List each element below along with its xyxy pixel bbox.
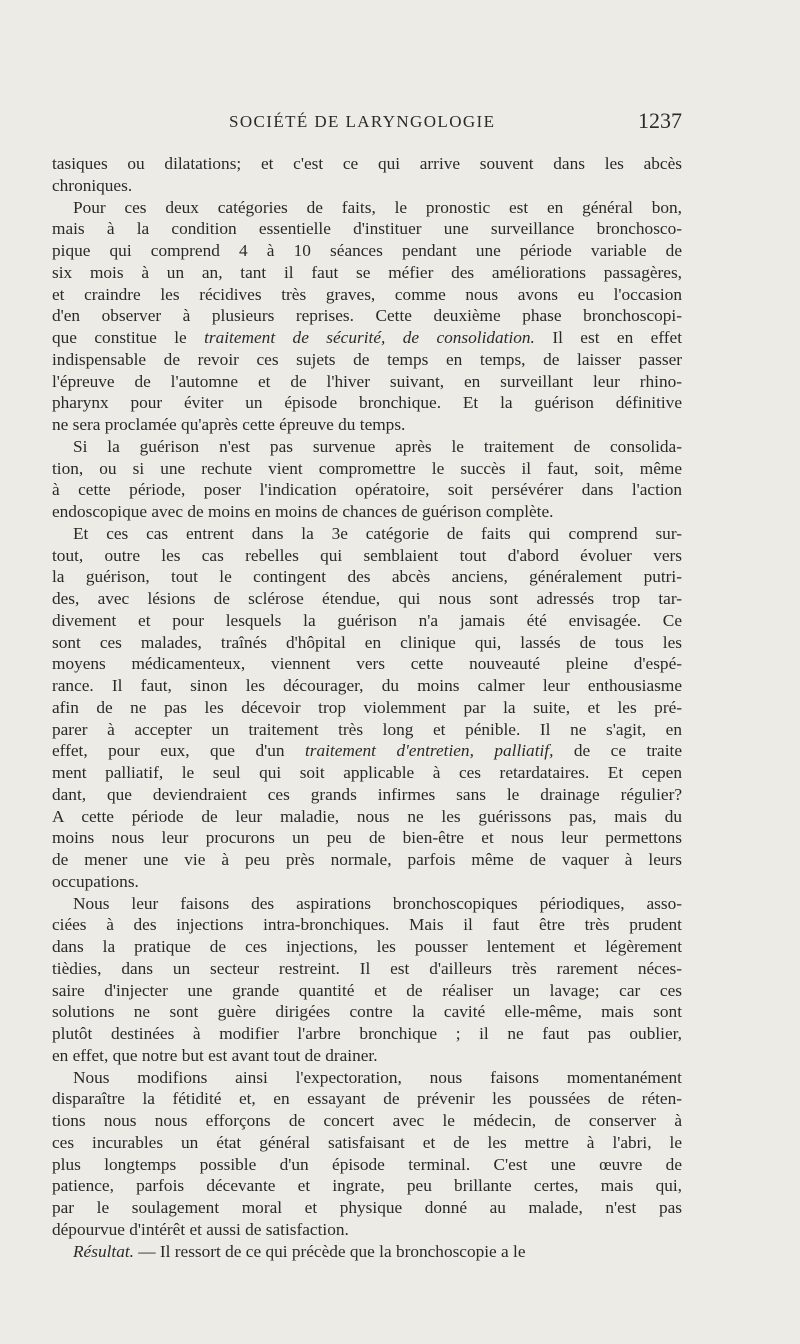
text-line: [52, 1197, 682, 1219]
paragraph: [52, 523, 682, 893]
line-text: tasiques ou dilatations; et c'est ce qui arrive souvent dans les abcès: [52, 154, 682, 173]
line-text: ment palliatif, le seul qui soit applicable à ces retardataires. Et cepen: [52, 763, 682, 782]
line-text: des, avec lésions de sclérose étendue, qui nous sont adressés trop tar-: [52, 589, 682, 608]
text-line: [52, 1001, 682, 1023]
text-line: [52, 849, 682, 871]
text-line: [52, 653, 682, 675]
paragraph: [52, 1241, 682, 1263]
line-text: l'épreuve de l'automne et de l'hiver suivant, en surveillant leur rhino-: [52, 371, 682, 391]
line-text: parer à accepter un traitement très long et pénible. Il ne s'agit, en: [52, 719, 682, 739]
text-line: [52, 545, 682, 567]
line-text: afin de ne pas les décevoir trop violemment par la suite, et les pré-: [52, 697, 682, 717]
line-text: effet, pour eux, que d'un: [52, 741, 305, 761]
line-text: Pour ces deux catégories de faits, le pronostic est en général bon,: [73, 197, 682, 217]
line-text: tièdies, dans un secteur restreint. Il est d'ailleurs très rarement néces-: [52, 958, 682, 978]
line-text: dans la pratique de ces injections, les pousser lentement et légèrement: [52, 937, 682, 956]
line-text: à cette période, poser l'indication opératoire, soit persévérer dans l'action: [52, 480, 682, 500]
line-text: endoscopique avec de moins en moins de chances de guérison complète.: [52, 502, 554, 521]
text-line: [52, 1045, 682, 1067]
text-line: [52, 458, 682, 480]
text-line: [52, 740, 682, 762]
line-text: en effet, que notre but est avant tout de drainer.: [52, 1045, 378, 1065]
text-line: [52, 479, 682, 501]
text-line: [52, 327, 682, 349]
line-text: six mois à un an, tant il faut se méfier des améliorations passagères,: [52, 262, 682, 282]
line-text: par le soulagement moral et physique donné au malade, n'est pas: [52, 1198, 682, 1217]
line-text: moyens médicamenteux, viennent vers cette nouveauté pleine d'espé-: [52, 654, 682, 674]
text-line: [52, 1219, 682, 1241]
line-text: tions nous nous efforçons de concert avec le médecin, de conserver à: [52, 1111, 682, 1130]
text-line: [52, 349, 682, 371]
italic-phrase: Résultat.: [73, 1241, 134, 1261]
line-text: pique qui comprend 4 à 10 séances pendant une période variable de: [52, 241, 682, 260]
text-line: [52, 762, 682, 784]
body-text: [52, 153, 682, 1262]
text-line: [52, 523, 682, 545]
line-text: sont ces malades, traînés d'hôpital en clinique qui, lassés de tous les: [52, 632, 682, 652]
text-line: [52, 197, 682, 219]
text-line: [52, 806, 682, 828]
text-line: [52, 827, 682, 849]
line-text: rance. Il faut, sinon les décourager, du moins calmer leur enthousiasme: [52, 676, 682, 695]
line-text: Nous modifions ainsi l'expectoration, nous faisons momentanément: [73, 1067, 682, 1087]
text-line: [52, 1067, 682, 1089]
text-line: [52, 284, 682, 306]
text-line: [52, 980, 682, 1002]
text-line: [52, 153, 682, 175]
italic-phrase: traitement d'entretien, palliatif,: [304, 741, 554, 761]
line-text: dépourvue d'intérêt et aussi de satisfaction.: [52, 1219, 349, 1239]
text-line: [52, 784, 682, 806]
text-line: [52, 1023, 682, 1045]
text-line: [52, 719, 682, 741]
line-text: patience, parfois décevante et ingrate, peu brillante certes, mais qui,: [52, 1176, 682, 1196]
line-text: disparaître la fétidité et, en essayant de prévenir les poussées de réten-: [52, 1089, 682, 1109]
line-text: tout, outre les cas rebelles qui semblaient tout d'abord évoluer vers: [52, 545, 682, 565]
line-text: — Il ressort de ce qui précède que la bronchoscopie a le: [133, 1241, 526, 1261]
text-line: [52, 392, 682, 414]
paragraph: [52, 893, 682, 1067]
text-line: [52, 1241, 682, 1263]
line-text: chroniques.: [52, 175, 133, 195]
line-text: plus longtemps possible d'un épisode terminal. C'est une œuvre de: [52, 1154, 682, 1174]
text-line: [52, 1088, 682, 1110]
text-line: [52, 936, 682, 958]
running-head: SOCIÉTÉ DE LARYNGOLOGIE: [229, 112, 496, 131]
line-text: divement et pour lesquels la guérison n'a jamais été envisagée. Ce: [52, 610, 682, 630]
paragraph: [52, 1067, 682, 1241]
line-text: Nous leur faisons des aspirations bronchoscopiques périodiques, asso-: [73, 893, 682, 913]
line-text: solutions ne sont guère dirigées contre la cavité elle-même, mais sont: [52, 1002, 682, 1022]
line-text: moins nous leur procurons un peu de bien-être et nous leur permettons: [52, 828, 682, 848]
line-text: mais à la condition essentielle d'instituer une surveillance bronchosco-: [52, 219, 682, 239]
line-text: plutôt destinées à modifier l'arbre bronchique ; il ne faut pas oublier,: [52, 1024, 682, 1043]
text-line: [52, 371, 682, 393]
text-line: [52, 1175, 682, 1197]
line-text: occupations.: [52, 871, 139, 891]
text-line: [52, 262, 682, 284]
line-text: ces incurables un état général satisfaisant et de les mettre à l'abri, le: [52, 1132, 682, 1152]
text-line: [52, 414, 682, 436]
text-line: [52, 871, 682, 893]
text-line: [52, 175, 682, 197]
line-text: tion, ou si une rechute vient compromettre le succès il faut, soit, même: [52, 458, 682, 478]
line-text: Si la guérison n'est pas survenue après le traitement de consolida-: [73, 436, 682, 456]
text-line: [52, 958, 682, 980]
text-line: [52, 610, 682, 632]
line-text: saire d'injecter une grande quantité et de réaliser un lavage; car ces: [52, 980, 682, 1000]
line-text: Il est en effet: [534, 328, 682, 347]
text-line: [52, 436, 682, 458]
text-line: [52, 1132, 682, 1154]
line-text: Et ces cas entrent dans la 3e catégorie de faits qui comprend sur-: [73, 523, 682, 543]
line-text: que constitue le: [52, 328, 205, 347]
text-line: [52, 893, 682, 915]
line-text: d'en observer à plusieurs reprises. Cette deuxième phase bronchoscopi-: [52, 306, 682, 326]
text-line: [52, 240, 682, 262]
line-text: A cette période de leur maladie, nous ne les guérissons pas, mais du: [52, 806, 682, 826]
text-line: [52, 501, 682, 523]
line-text: ciées à des injections intra-bronchiques. Mais il faut être très prudent: [52, 915, 682, 935]
line-text: de ce traite: [553, 741, 682, 761]
text-line: [52, 914, 682, 936]
paragraph: [52, 153, 682, 197]
text-line: [52, 1110, 682, 1132]
line-text: ne sera proclamée qu'après cette épreuve du temps.: [52, 415, 406, 434]
line-text: dant, que deviendraient ces grands infirmes sans le drainage régulier?: [52, 784, 682, 804]
text-line: [52, 218, 682, 240]
line-text: pharynx pour éviter un épisode bronchique. Et la guérison définitive: [52, 393, 682, 413]
text-line: [52, 305, 682, 327]
text-line: [52, 588, 682, 610]
page-number: 1237: [638, 108, 682, 133]
page-header: [52, 108, 682, 142]
text-line: [52, 566, 682, 588]
text-line: [52, 697, 682, 719]
text-line: [52, 632, 682, 654]
line-text: la guérison, tout le contingent des abcès anciens, généralement putri-: [52, 567, 682, 587]
text-line: [52, 1154, 682, 1176]
text-line: [52, 675, 682, 697]
italic-phrase: traitement de sécurité, de consolidation.: [204, 328, 535, 347]
line-text: de mener une vie à peu près normale, parfois même de vaquer à leurs: [52, 850, 682, 869]
paragraph: [52, 197, 682, 436]
line-text: et craindre les récidives très graves, comme nous avons eu l'occasion: [52, 284, 682, 304]
paragraph: [52, 436, 682, 523]
line-text: indispensable de revoir ces sujets de temps en temps, de laisser passer: [52, 349, 682, 369]
